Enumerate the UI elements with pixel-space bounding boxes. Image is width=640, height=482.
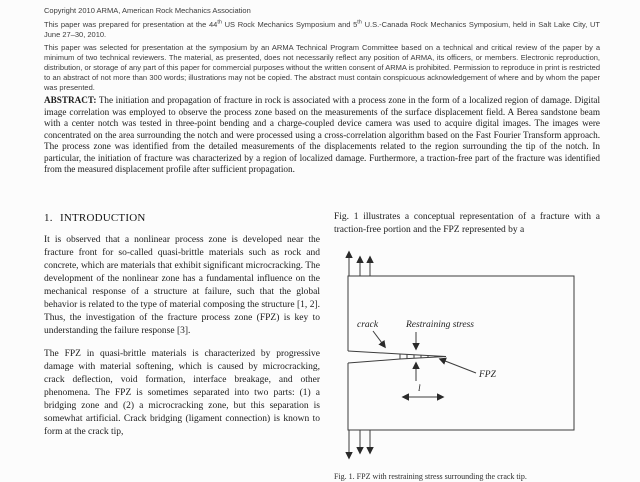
prepared-part3: U.S.-Canada Rock Mechanics Symposium, held in Salt Lake City, UT June 27–30, 2010. <box>44 19 600 39</box>
two-column-body <box>44 211 600 482</box>
section-title: INTRODUCTION <box>60 212 146 224</box>
abstract-text: The initiation and propagation of fracture in rock is associated with a process zone in the form of a localized region of damage. Digital image correlation was employed to observe the process zone based on the measurements of the surface displacement field. A Berea sandstone beam with a center notch was tested in three-point bending and a charge-coupled device camera was used to acquire digital images. The images were concentrated on the area surrounding the notch and were processed using a cross-correlation algorithm based on the Fast Fourier Transform approach. The process zone was identified from the detailed measurements of the displacements related to the region surrounding the tip of the notch. In particular, the initiation of fracture was characterized by a region of localized damage. Furthermore, a traction-free part of the fracture was identified from the measured displacement profile after sufficient propagation. <box>44 95 600 174</box>
fpz-pointer-arrow <box>440 359 476 373</box>
figure-1 <box>334 247 600 482</box>
figure-1-caption: Fig. 1. FPZ with restraining stress surrounding the crack tip. <box>334 472 527 481</box>
restraining-stress-label: Restraining stress <box>406 320 474 330</box>
abstract-section <box>44 95 600 176</box>
ordinal-superscript: th <box>217 19 222 26</box>
fpz-segments <box>400 354 446 359</box>
section-number: 1. <box>44 212 53 224</box>
left-column <box>44 211 320 482</box>
prepared-part1: This paper was prepared for presentation at the 44 <box>44 19 218 29</box>
intro-paragraph-2: The FPZ in quasi-brittle materials is characterized by progressive damage with material softening, which is caused by microcracking, crack deflection, void formation, interface breakage, and other phenomena. The FPZ is sometimes separated into two parts: (1) a bridging zone and (2) a microcracking zone, but this separation is somewhat artificial. Crack bridging (ligament connection) is known to form at the crack tip, <box>44 349 320 437</box>
abstract-label: ABSTRACT: <box>44 95 97 105</box>
right-column <box>334 211 600 482</box>
fpz-concept-diagram <box>334 247 600 465</box>
ordinal-superscript: th <box>357 19 362 26</box>
crack-faces <box>348 351 400 363</box>
bottom-tension-arrows <box>349 430 370 458</box>
selection-statement: This paper was selected for presentation at the symposium by an ARMA Technical Program Committee based on a technical and critical review of the paper by a minimum of two technical reviewers. The material, as presented, does not necessarily reflect any position of ARMA, its officers, or members. Electronic reproduction, distribution, or storage of any part of this paper for commercial purposes without the written consent of ARMA is prohibited. Permission to reproduce in print is restricted to an abstract of not more than 300 words; illustrations may not be copied. The abstract must contain conspicuous acknowledgement of where and by whom the paper was presented. <box>44 43 600 92</box>
section-heading-introduction <box>44 212 320 224</box>
prepared-statement <box>44 20 600 40</box>
fpz-label: FPZ <box>479 370 496 380</box>
conference-header <box>44 6 600 96</box>
top-tension-arrows <box>349 252 370 276</box>
prepared-part2: US Rock Mechanics Symposium and 5 <box>221 19 358 29</box>
intro-paragraph-1: It is observed that a nonlinear process zone is developed near the fracture front for so-called quasi-brittle materials such as rock and concrete, which are materials that exhibit significant microcracking. The development of the nonlinear zone has a fundamental influence on the mechanical response of a structure at failure, such that the global behavior is related to the type of material composing the structure [1, 2]. Thus, the investigation of the fracture process zone (FPZ) is key to understanding the failure response [3]. <box>44 235 320 336</box>
figure-intro-text: Fig. 1 illustrates a conceptual representation of a fracture with a traction-free portion and the FPZ represented by a <box>334 212 600 235</box>
length-label: l <box>418 384 421 394</box>
copyright-line: Copyright 2010 ARMA, American Rock Mechanics Association <box>44 6 251 15</box>
crack-label: crack <box>357 320 379 330</box>
crack-pointer-arrow <box>373 331 385 347</box>
